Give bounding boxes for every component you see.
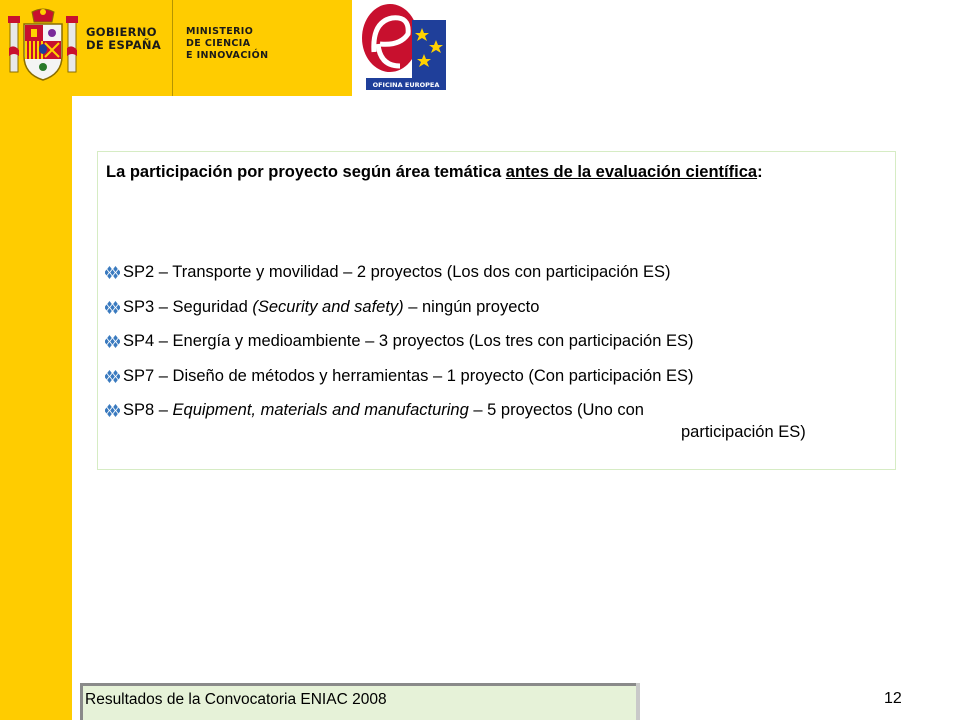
gov-line-2: DE ESPAÑA — [86, 38, 162, 52]
item-continuation: participación ES) — [681, 423, 806, 441]
item-italic: (Security and safety) — [252, 297, 404, 316]
ministry-line-2: DE CIENCIA — [186, 38, 251, 49]
header-divider — [172, 0, 173, 96]
item-text: SP7 – Diseño de métodos y herramientas – 1 proyecto (Con participación ES) — [123, 366, 694, 385]
intro-prefix: La participación por proyecto según área temática — [106, 163, 506, 181]
list-item — [105, 261, 885, 283]
ministry-line-3: E INNOVACIÓN — [186, 50, 269, 61]
footer-shadow — [636, 683, 640, 720]
diamond-bullet-icon — [105, 301, 120, 314]
ministry-line-1: MINISTERIO — [186, 26, 254, 37]
item-text: SP2 – Transporte y movilidad – 2 proyectos (Los dos con participación ES) — [123, 263, 671, 281]
bullet-list — [105, 261, 885, 443]
logo-caption: OFICINA EUROPEA — [372, 81, 440, 89]
intro-heading — [106, 161, 876, 183]
diamond-bullet-icon — [105, 335, 120, 348]
item-text-post: – 5 proyectos (Uno con — [468, 401, 644, 419]
content-box — [97, 151, 896, 470]
intro-suffix: : — [757, 163, 763, 181]
item-text: SP3 – Seguridad — [123, 297, 253, 316]
diamond-bullet-icon — [105, 404, 120, 417]
list-item — [105, 365, 885, 387]
coat-of-arms-icon — [8, 8, 78, 84]
page-number: 12 — [884, 690, 902, 707]
oficina-europea-logo-icon — [360, 2, 452, 94]
left-band — [0, 96, 72, 720]
intro-underlined: antes de la evaluación científica — [505, 163, 758, 181]
list-item — [105, 330, 885, 352]
footer-title: Resultados de la Convocatoria ENIAC 2008 — [85, 691, 387, 708]
gov-line-1: GOBIERNO — [86, 25, 157, 39]
ministry-wordmark — [186, 26, 268, 62]
item-text: SP4 – Energía y medioambiente – 3 proyectos (Los tres con participación ES) — [123, 332, 694, 350]
government-wordmark — [86, 26, 161, 52]
item-italic: Equipment, materials and manufacturing — [172, 401, 469, 419]
list-item — [105, 399, 885, 443]
diamond-bullet-icon — [105, 370, 120, 383]
item-text-post: – ningún proyecto — [403, 297, 540, 316]
item-text: SP8 – — [123, 401, 173, 419]
diamond-bullet-icon — [105, 266, 120, 279]
list-item — [105, 296, 885, 318]
footer-title-box — [80, 683, 638, 720]
